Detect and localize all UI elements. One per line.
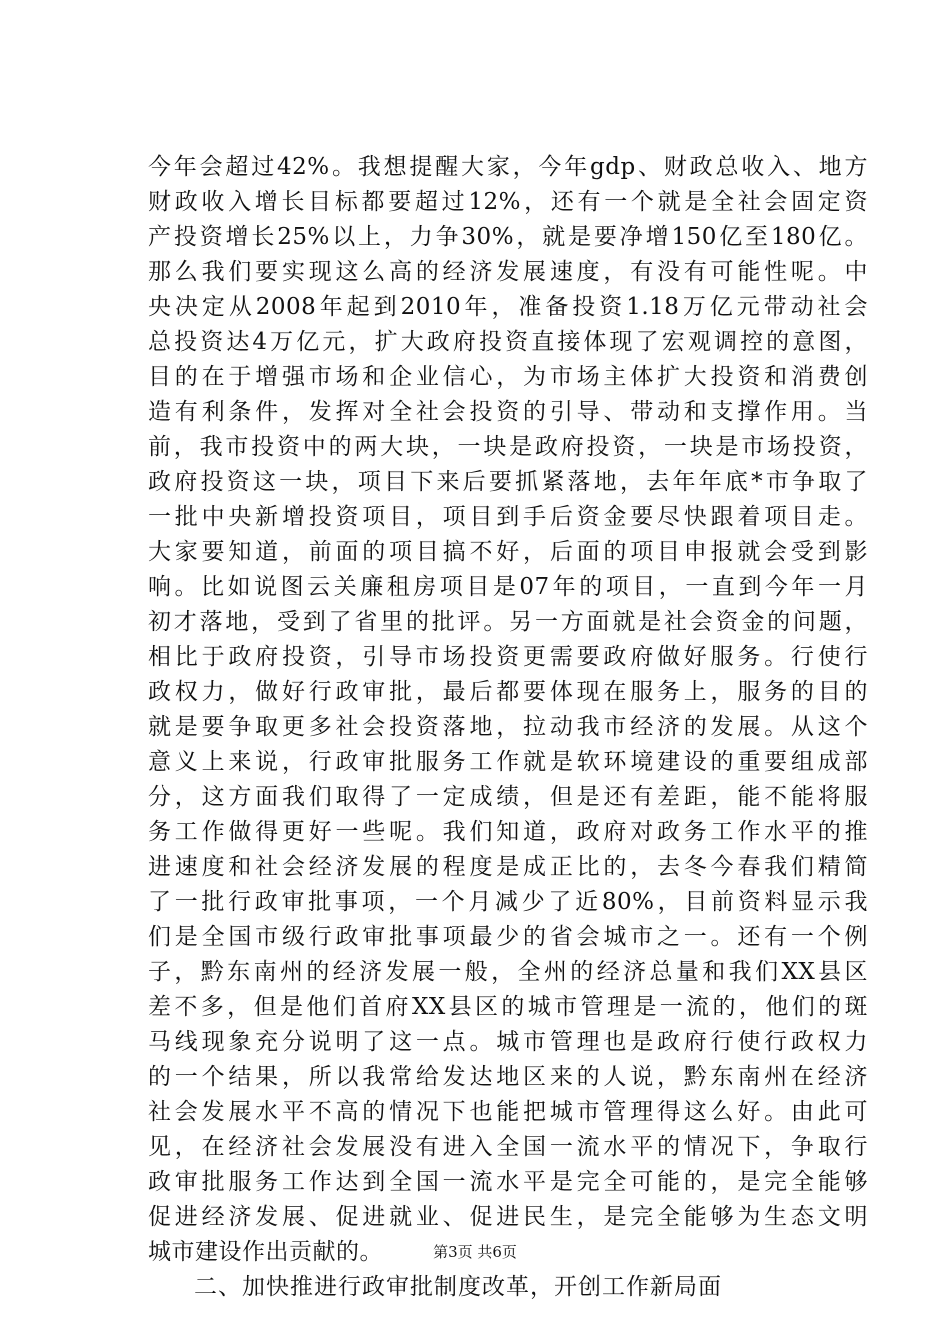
text-line: 进速度和社会经济发展的程度是成正比的，去冬今春我们精简 (148, 854, 868, 880)
text-line: 见，在经济社会发展没有进入全国一流水平的情况下，争取行 (148, 1134, 868, 1160)
text-line: 差不多，但是他们首府XX县区的城市管理是一流的，他们的斑 (148, 994, 868, 1020)
text-line: 产投资增长25%以上，力争30%，就是要净增150亿至180亿。 (148, 224, 868, 250)
text-line: 的一个结果，所以我常给发达地区来的人说，黔东南州在经济 (148, 1064, 868, 1090)
text-line: 子，黔东南州的经济发展一般，全州的经济总量和我们XX县区 (148, 959, 868, 985)
text-line: 造有利条件，发挥对全社会投资的引导、带动和支撑作用。当 (148, 399, 868, 425)
text-line: 分，这方面我们取得了一定成绩，但是还有差距，能不能将服 (148, 784, 868, 810)
page-number: 第3页 共6页 (433, 1243, 517, 1261)
text-line: 财政收入增长目标都要超过12%，还有一个就是全社会固定资 (148, 189, 868, 215)
text-line: 初才落地，受到了省里的批评。另一方面就是社会资金的问题， (148, 609, 868, 635)
body-text (148, 150, 868, 1305)
text-line: 目的在于增强市场和企业信心，为市场主体扩大投资和消费创 (148, 364, 868, 390)
text-line: 政权力，做好行政审批，最后都要体现在服务上，服务的目的 (148, 679, 868, 705)
text-line: 今年会超过42%。我想提醒大家，今年gdp、财政总收入、地方 (148, 154, 868, 180)
section-heading: 二、加快推进行政审批制度改革，开创工作新局面 (194, 1274, 722, 1300)
text-line: 那么我们要实现这么高的经济发展速度，有没有可能性呢。中 (148, 259, 868, 285)
text-line: 促进经济发展、促进就业、促进民生，是完全能够为生态文明 (148, 1204, 868, 1230)
text-line: 城市建设作出贡献的。 (148, 1239, 383, 1265)
text-line: 们是全国市级行政审批事项最少的省会城市之一。还有一个例 (148, 924, 868, 950)
text-line: 大家要知道，前面的项目搞不好，后面的项目申报就会受到影 (148, 539, 868, 565)
text-line: 政审批服务工作达到全国一流水平是完全可能的，是完全能够 (148, 1169, 868, 1195)
text-line: 总投资达4万亿元，扩大政府投资直接体现了宏观调控的意图， (148, 329, 868, 355)
text-line: 意义上来说，行政审批服务工作就是软环境建设的重要组成部 (148, 749, 868, 775)
text-line: 政府投资这一块，项目下来后要抓紧落地，去年年底*市争取了 (148, 469, 868, 495)
text-line: 马线现象充分说明了这一点。城市管理也是政府行使行政权力 (148, 1029, 868, 1055)
text-line: 前，我市投资中的两大块，一块是政府投资，一块是市场投资， (148, 434, 868, 460)
text-line: 社会发展水平不高的情况下也能把城市管理得这么好。由此可 (148, 1099, 868, 1125)
text-line: 相比于政府投资，引导市场投资更需要政府做好服务。行使行 (148, 644, 868, 670)
text-line: 了一批行政审批事项，一个月减少了近80%，目前资料显示我 (148, 889, 868, 915)
text-line: 一批中央新增投资项目，项目到手后资金要尽快跟着项目走。 (148, 504, 868, 530)
text-line: 务工作做得更好一些呢。我们知道，政府对政务工作水平的推 (148, 819, 868, 845)
text-line: 就是要争取更多社会投资落地，拉动我市经济的发展。从这个 (148, 714, 868, 740)
text-line: 央决定从2008年起到2010年，准备投资1.18万亿元带动社会 (148, 294, 868, 320)
text-line: 响。比如说图云关廉租房项目是07年的项目，一直到今年一月 (148, 574, 868, 600)
